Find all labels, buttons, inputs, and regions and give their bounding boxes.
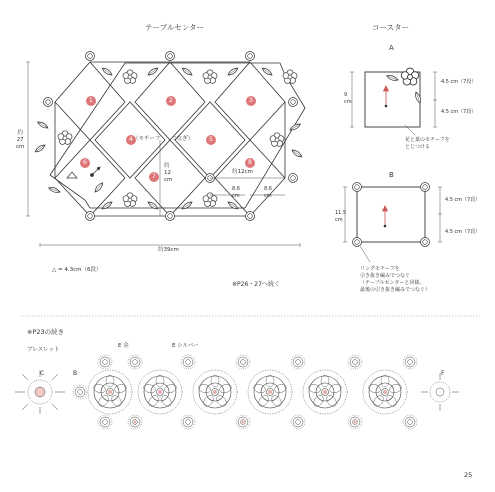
bracelet-e-kin: E 金 bbox=[118, 343, 129, 349]
bracelet-f-label: F bbox=[441, 370, 445, 377]
coaster-a-45-top: 4.5 cm（7段） bbox=[441, 79, 477, 85]
table-12cm-dim: 約12cm bbox=[232, 169, 253, 175]
table-width-dim: 約39cm bbox=[158, 247, 179, 253]
motif-label-7: 7 bbox=[152, 173, 156, 180]
coaster-b-45-bottom: 4.5 cm（7段） bbox=[445, 229, 481, 235]
coaster-a bbox=[350, 68, 437, 135]
motif-label-2: 2 bbox=[169, 97, 173, 104]
table-86b-dim: 8.6 cm bbox=[264, 186, 272, 199]
motif-label-4: 4 bbox=[129, 136, 133, 143]
coaster-a-note: 花と葉のモチーフを とじつける bbox=[405, 137, 450, 150]
coaster-a-label: A bbox=[389, 44, 394, 52]
coaster-b-45-top: 4.5 cm（7段） bbox=[445, 197, 481, 203]
motif-label-5: 5 bbox=[209, 136, 213, 143]
bracelet-e-silver: E シルバー bbox=[172, 343, 199, 349]
bracelet-b-label: B bbox=[73, 370, 78, 377]
table-86a-dim: 8.6 cm bbox=[232, 186, 240, 199]
continue-note: ※P26・27へ続く bbox=[232, 281, 280, 288]
table-center-diagram bbox=[26, 52, 305, 248]
coaster-b-label: B bbox=[389, 171, 394, 179]
table-inner-dim: 約 12 cm bbox=[164, 163, 173, 184]
motif-label-6: 6 bbox=[83, 159, 87, 166]
coaster-b bbox=[343, 183, 442, 263]
coaster-a-45-bottom: 4.5 cm（7段） bbox=[441, 109, 477, 115]
motif-4-note: （モチーフ つなぎ） bbox=[133, 136, 194, 142]
table-height-dim: 約 27 cm bbox=[16, 130, 25, 151]
motif-label-8: 8 bbox=[248, 159, 252, 166]
page-number: 25 bbox=[464, 471, 473, 479]
coaster-a-height: 9 cm bbox=[344, 92, 352, 105]
coaster-b-height: 11.5 cm bbox=[335, 210, 347, 223]
coaster-title: コースター bbox=[372, 23, 410, 32]
motif-label-3: 3 bbox=[249, 97, 253, 104]
bracelet-section-title: ※P23の続き bbox=[27, 328, 65, 336]
motif-label-1: 1 bbox=[89, 97, 93, 104]
bracelet-label: ブレスレット bbox=[27, 347, 60, 353]
triangle-legend: △ = 4.3cm（6段） bbox=[52, 267, 102, 273]
table-center-title: テーブルセンター bbox=[145, 23, 205, 32]
bracelet-c-label: C bbox=[40, 370, 45, 377]
coaster-b-note: リングモチーフを 引き抜き編みでつなぐ （テーブルセンターと同様、 最後の引き抜き編みでつなぐ） bbox=[360, 266, 431, 293]
bracelet-diagram bbox=[15, 355, 459, 429]
clasp-f bbox=[421, 370, 459, 411]
